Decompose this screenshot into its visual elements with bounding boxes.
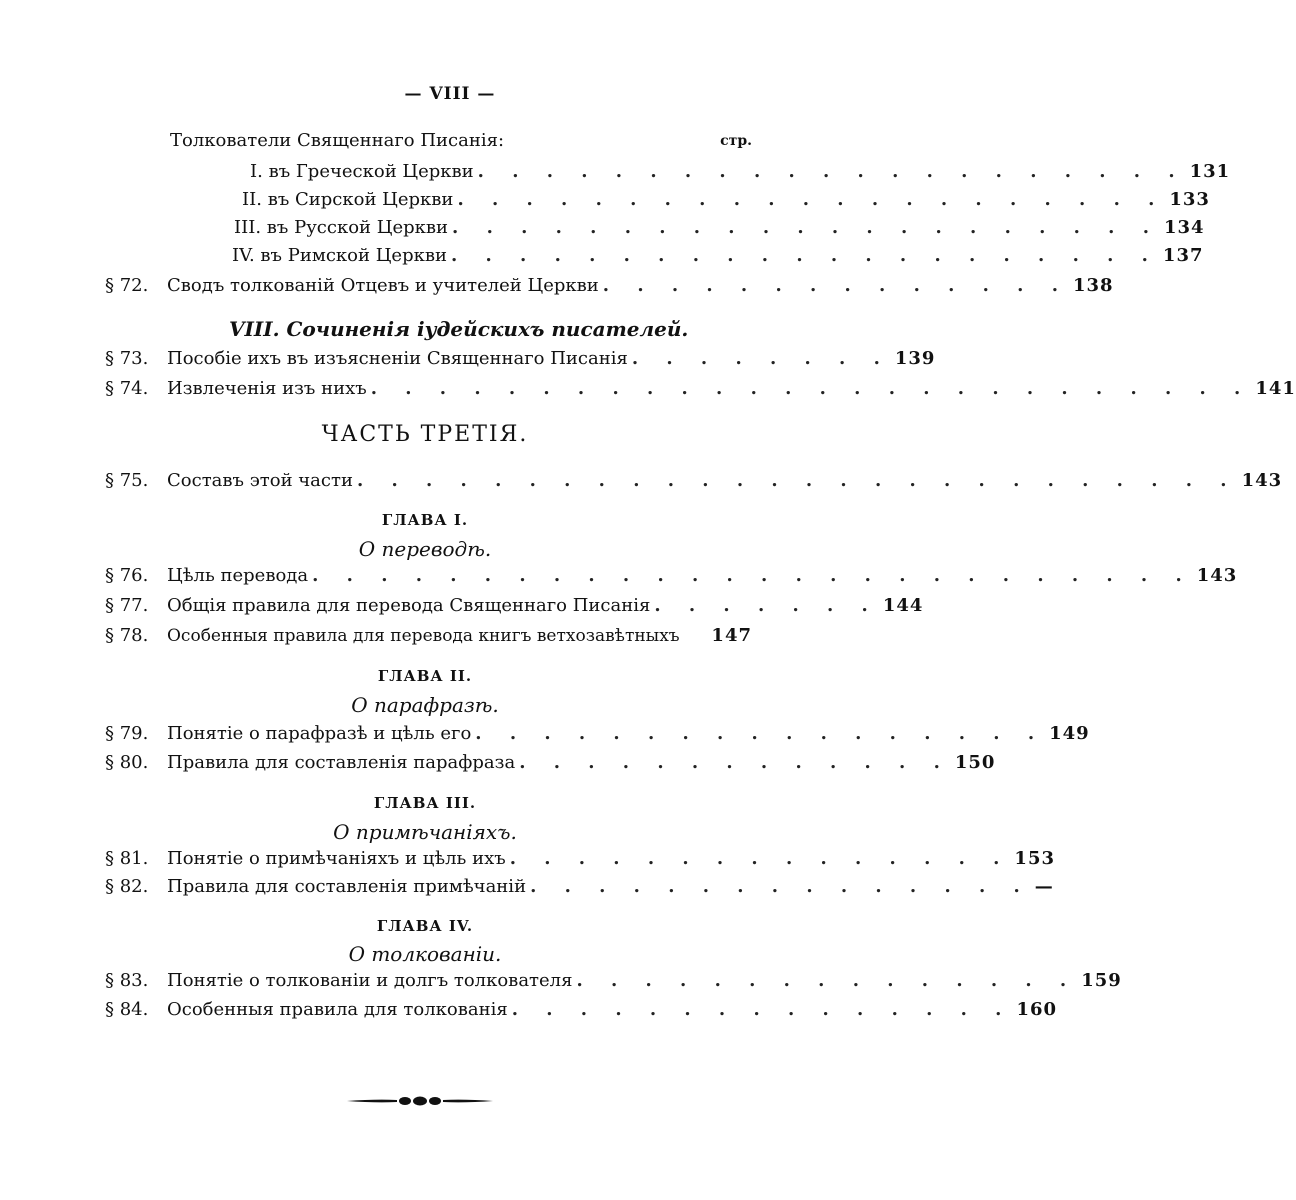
dot-leader: . . . . . . . . . . . . . . . . . . . . . . . . . . (356, 470, 1238, 491)
entry-page: 143 (1196, 565, 1238, 586)
entry-page: 141 (1255, 378, 1296, 399)
page-column-label: стр. (720, 133, 752, 149)
entry-title: Сводъ толкованій Отцевъ и учителей Церкви (167, 275, 599, 296)
chapter-3-label: ГЛАВА III. (373, 794, 477, 812)
dot-leader: . . . . . . . . . . . . . . . . . . . . . (457, 189, 1166, 210)
entry-page: 159 (1081, 970, 1122, 991)
section-number: § 83. (105, 970, 149, 991)
toc-entry-83[interactable] (105, 970, 1122, 991)
entry-title: Понятіе о толкованіи и долгъ толкователя (167, 970, 573, 991)
section-number: § 84. (105, 999, 149, 1020)
dot-leader: . . . . . . . . . . . . . . (602, 275, 1069, 296)
part-three-heading: ЧАСТЬ ТРЕТІЯ. (321, 422, 529, 447)
section-number: § 80. (105, 752, 149, 773)
section-number: § 77. (105, 595, 149, 616)
chapter-4-label: ГЛАВА IV. (376, 917, 474, 935)
entry-page: 150 (954, 752, 996, 773)
dot-leader: . . . . . . . . . . . . . . . (530, 876, 1031, 897)
chapter-1-title: О переводѣ. (358, 537, 492, 561)
entry-title: въ Греческой Церкви (268, 161, 474, 182)
entry-page: 137 (1162, 245, 1204, 266)
entry-page: 131 (1189, 161, 1231, 182)
entry-page: 144 (882, 595, 924, 616)
entry-title: Особенныя правила для перевода книгъ ветхозавѣтныхъ (167, 626, 680, 646)
toc-entry-79[interactable] (105, 723, 1090, 744)
entry-title: Понятіе о парафразѣ и цѣль его (167, 723, 472, 744)
chapter-3-title: О примѣчаніяхъ. (333, 820, 517, 844)
page-number-header: — VIII — (404, 84, 496, 104)
chapter-2-label: ГЛАВА II. (377, 667, 473, 685)
entry-page: — (1034, 876, 1054, 897)
entry-title: Пособіе ихъ въ изъясненіи Священнаго Писанія (167, 348, 628, 369)
chapter-4-title: О толкованіи. (348, 942, 502, 966)
entry-title: Правила для составленія примѣчаній (167, 876, 527, 897)
dot-leader: . . . . . . . . . . . . . . . . . (475, 723, 1046, 744)
entry-title: въ Русской Церкви (266, 217, 449, 238)
section-number: § 81. (105, 848, 149, 869)
entry-page: 149 (1049, 723, 1090, 744)
toc-entry-80[interactable] (105, 752, 996, 773)
dot-leader: . . . . . . . . . . . . . . . . . . . . . . . . . . (370, 378, 1252, 399)
entry-page: 134 (1163, 217, 1205, 238)
dot-leader: . . . . . . . (654, 595, 879, 616)
chapter-2-title: О парафразѣ. (351, 693, 499, 717)
roman-numeral: IV. (232, 245, 255, 266)
section-number: § 72. (105, 275, 149, 296)
toc-entry-77[interactable] (105, 595, 924, 616)
dot-leader: . . . . . . . . . . . . . . . . . . . . . (452, 217, 1160, 238)
section-number: § 82. (105, 876, 149, 897)
entry-page: 139 (894, 348, 936, 369)
entry-page: 160 (1016, 999, 1058, 1020)
dot-leader: . . . . . . . . . . . . . (519, 752, 951, 773)
decorative-rule-icon (345, 1093, 495, 1112)
section-number: § 79. (105, 723, 149, 744)
section-number: § 76. (105, 565, 149, 586)
chapter-1-label: ГЛАВА I. (381, 511, 469, 529)
toc-entry-72[interactable] (105, 275, 1114, 296)
dot-leader: . . . . . . . . . . . . . . . . . . . . . (450, 245, 1159, 266)
dot-leader: . . . . . . . . . . . . . . . (576, 970, 1078, 991)
toc-entry-73[interactable] (105, 348, 936, 369)
entry-title: Составъ этой части (167, 470, 353, 491)
dot-leader: . . . . . . . . . . . . . . . . . . . . . (477, 161, 1186, 182)
toc-entry-76[interactable] (105, 565, 1238, 586)
entry-title: въ Сирской Церкви (267, 189, 454, 210)
toc-entry-interpreters-syrian[interactable] (242, 189, 1210, 210)
dot-leader: . . . . . . . . . . . . . . . (509, 848, 1011, 869)
section-number: § 74. (105, 378, 149, 399)
toc-entry-interpreters-russian[interactable] (234, 217, 1205, 238)
dot-leader: . . . . . . . . (631, 348, 891, 369)
dot-leader: . . . . . . . . . . . . . . . (511, 999, 1013, 1020)
entry-title: Извлеченія изъ нихъ (167, 378, 367, 399)
entry-title: Общія правила для перевода Священнаго Писанія (167, 595, 651, 616)
toc-entry-interpreters-greek[interactable] (250, 161, 1231, 182)
toc-entry-82[interactable] (105, 876, 1054, 897)
section-number: § 75. (105, 470, 149, 491)
section-number: § 73. (105, 348, 149, 369)
entry-page: 147 (711, 625, 752, 646)
toc-entry-interpreters-roman[interactable] (232, 245, 1204, 266)
section-number: § 78. (105, 625, 149, 646)
entry-title: Правила для составленія парафраза (167, 752, 516, 773)
interpreters-intro: Толкователи Священнаго Писанія: (170, 130, 505, 151)
toc-entry-75[interactable] (105, 470, 1283, 491)
entry-page: 138 (1072, 275, 1114, 296)
roman-numeral: II. (242, 189, 262, 210)
entry-title: Понятіе о примѣчаніяхъ и цѣль ихъ (167, 848, 506, 869)
toc-entry-81[interactable] (105, 848, 1055, 869)
entry-page: 153 (1014, 848, 1055, 869)
entry-page: 133 (1169, 189, 1210, 210)
toc-entry-78[interactable] (105, 625, 752, 646)
roman-numeral: I. (250, 161, 263, 182)
toc-entry-74[interactable] (105, 378, 1296, 399)
subheading-jewish-writers: VIII. Сочиненія іудейскихъ писателей. (229, 317, 689, 341)
entry-title: Особенныя правила для толкованія (167, 999, 508, 1020)
dot-leader: . . . . . . . . . . . . . . . . . . . . . . . . . . (312, 565, 1193, 586)
toc-entry-84[interactable] (105, 999, 1058, 1020)
entry-page: 143 (1241, 470, 1283, 491)
entry-title: въ Римской Церкви (260, 245, 447, 266)
roman-numeral: III. (234, 217, 262, 238)
entry-title: Цѣль перевода (167, 565, 309, 586)
